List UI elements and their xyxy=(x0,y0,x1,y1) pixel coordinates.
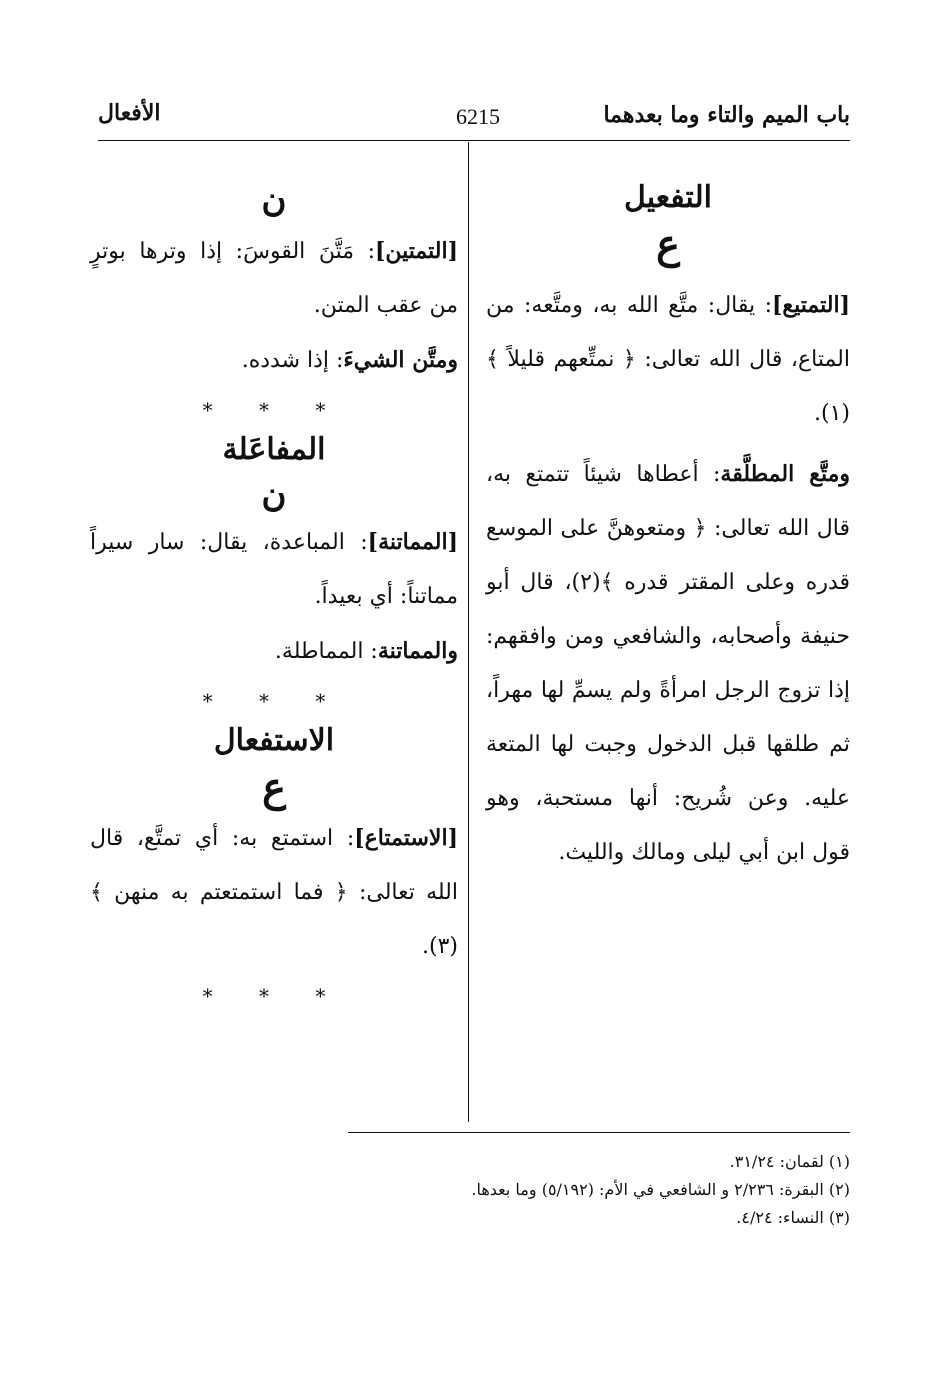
footnote-3: (٣) النساء: ٤/٢٤. xyxy=(736,1208,850,1227)
entry-term: [المماتنة] xyxy=(367,529,458,555)
entry-term: والمماتنة xyxy=(377,638,458,664)
page-number: 6215 xyxy=(456,104,500,129)
letter-heading-ain: ع xyxy=(262,764,286,811)
entry-istimtaa xyxy=(90,811,458,974)
section-heading-tafil: التفعيل xyxy=(624,180,712,215)
letter-heading-nun: ن xyxy=(261,475,287,515)
right-column xyxy=(486,180,850,880)
section-title: الأفعال xyxy=(98,100,161,126)
entry-mumatana xyxy=(90,515,458,624)
chapter-title: باب الميم والتاء وما بعدهما xyxy=(603,102,850,128)
header-rule xyxy=(98,140,850,141)
entry-term: ومتَّع المطلَّقة xyxy=(720,461,850,487)
section-heading-istifaal: الاستفعال xyxy=(213,723,335,758)
entry-text: : مَتَّنَ القوسَ: إذا وترها بوترٍ من عقب المتن. xyxy=(90,239,458,318)
entry-text: : استمتع به: أي تمتَّع، قال الله تعالى: ﴿ فما استمتعتم به منهن ﴾(٣). xyxy=(90,826,458,959)
footnotes xyxy=(290,1148,850,1232)
entry-text: : المباعدة، يقال: سار سيراً مماتناً: أي بعيداً. xyxy=(90,530,458,609)
page-header xyxy=(98,100,850,140)
entry-term: [التمتيع] xyxy=(772,292,850,318)
separator-stars: * * * xyxy=(202,689,346,713)
section-heading-mufaala: المفاعَلة xyxy=(222,432,326,467)
letter-heading-nun: ن xyxy=(261,180,287,220)
entry-term: [التمتين] xyxy=(374,238,458,264)
entry-mumatana-2 xyxy=(90,624,458,679)
entry-mutallaqa xyxy=(486,447,850,880)
entry-mattana xyxy=(90,333,458,388)
column-divider xyxy=(468,142,469,1122)
entry-text: : أعطاها شيئاً تتمتع به، قال الله تعالى: ﴿ ومتعوهنَّ على الموسع قدره وعلى المقتر قدره ﴾(٢)، قال أبو حنيفة وأصحابه، والشافعي ومن وافقهم: إذا تزوج الرجل امرأةً ولم يسمِّ لها مهراً، ثم طلقها قبل الدخول وجبت لها المتعة عليه. وعن شُريح: أنها مستحبة، وهو قول ابن أبي ليلى ومالك والليث. xyxy=(486,462,851,865)
entry-text: : المماطلة. xyxy=(274,639,378,664)
entry-text: : إذا شدده. xyxy=(241,348,344,373)
letter-heading-ain: ع xyxy=(656,221,680,268)
entry-tamteen xyxy=(90,224,458,333)
entry-tamtee xyxy=(486,278,850,441)
footnote-rule xyxy=(348,1132,850,1133)
separator-stars: * * * xyxy=(202,984,346,1008)
entry-term: [الاستمتاع] xyxy=(354,825,458,851)
separator-stars: * * * xyxy=(202,398,346,422)
entry-term: ومتَّن الشيءَ xyxy=(343,347,458,373)
footnote-2: (٢) البقرة: ٢/٢٣٦ و الشافعي في الأم: (٥/١٩٢) وما بعدها. xyxy=(471,1180,850,1199)
left-column xyxy=(90,180,458,1018)
entry-text: : يقال: متَّع الله به، ومتَّعه: من المتاع، قال الله تعالى: ﴿ نمتِّعهم قليلاً ﴾(١). xyxy=(486,293,850,426)
footnote-1: (١) لقمان: ٣١/٢٤. xyxy=(729,1152,850,1171)
